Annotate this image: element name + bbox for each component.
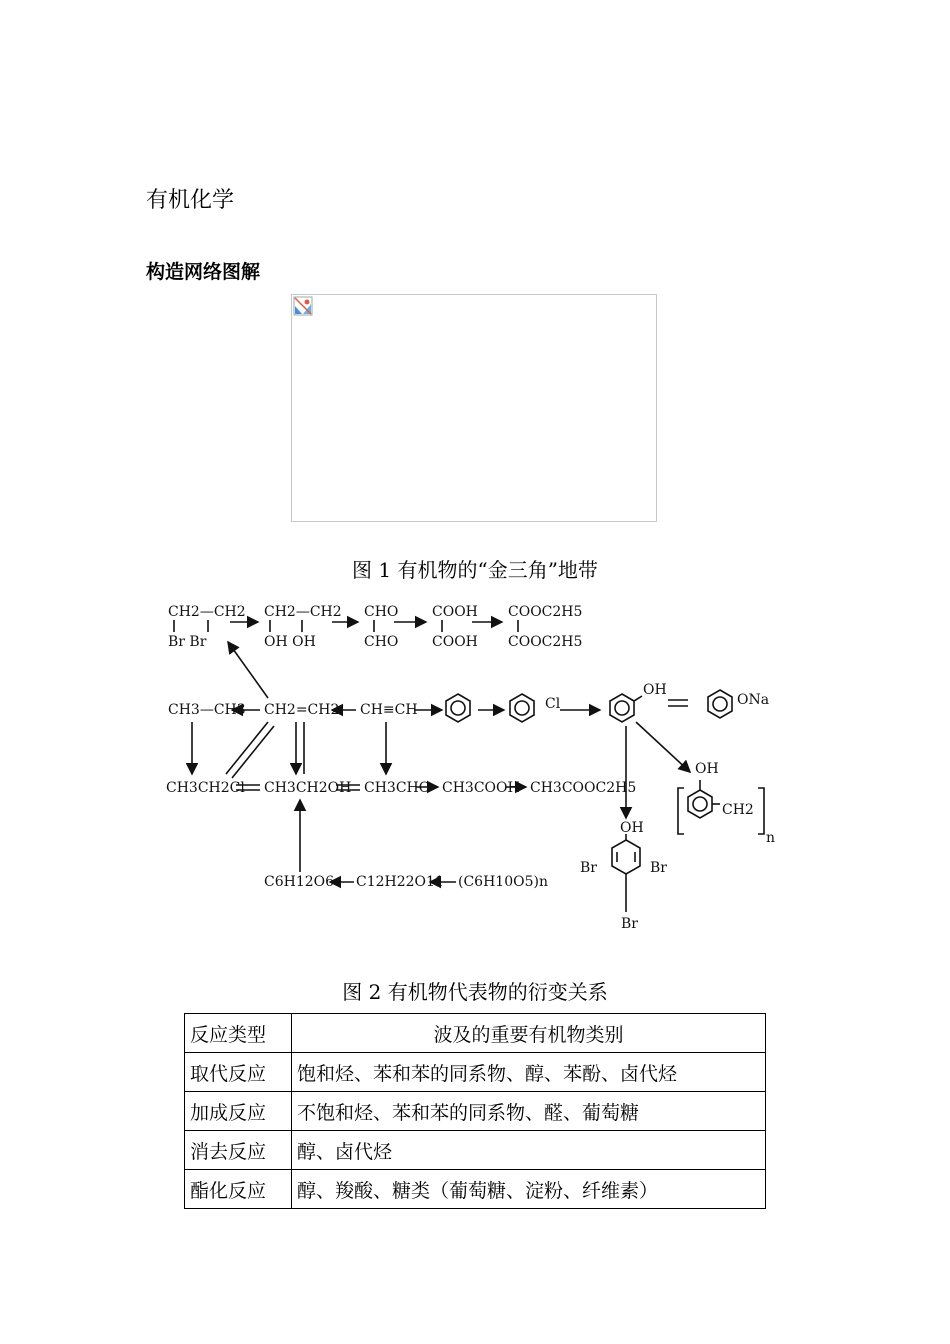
ethane-label: CH3—CH3 (168, 702, 246, 718)
table-header-row (185, 1014, 766, 1053)
resin-n: n (766, 830, 776, 846)
acetylene-label: CH≡CH (360, 702, 418, 718)
phenol-oh: OH (643, 682, 667, 698)
table-row (185, 1092, 766, 1131)
figure2-caption: 图 2 有机物代表物的衍变关系 (342, 980, 608, 1004)
maltose-label: C12H22O11 (356, 874, 444, 890)
tribromophenol-br-bottom: Br (621, 916, 638, 932)
ethyl-acetate-label: CH3COOC2H5 (530, 780, 637, 796)
reaction-diagram (160, 590, 790, 935)
resin-oh: OH (695, 761, 719, 777)
reaction-type-table (184, 1013, 766, 1209)
tribromophenol-oh: OH (620, 820, 644, 836)
tribromophenol-br-right: Br (650, 860, 667, 876)
ethylene-label: CH2=CH2 (264, 702, 340, 718)
diethyl-oxalate-bottom: COOC2H5 (508, 634, 583, 650)
ethylene-glycol-top: CH2—CH2 (264, 604, 342, 620)
oxalic-acid-top: COOH (432, 604, 478, 620)
ethylene-glycol-bottom: OH OH (264, 634, 316, 650)
table-cell-type: 消去反应 (185, 1131, 292, 1170)
starch-label: (C6H10O5)n (458, 874, 548, 890)
glyoxal-top: CHO (364, 604, 399, 620)
section-heading: 构造网络图解 (146, 261, 261, 283)
table-cell-type: 加成反应 (185, 1092, 292, 1131)
glucose-label: C6H12O6 (264, 874, 335, 890)
broken-image-icon (293, 296, 313, 316)
figure1-image-placeholder (291, 294, 657, 522)
tribromophenol-br-left: Br (580, 860, 597, 876)
table-cell-classes: 饱和烃、苯和苯的同系物、醇、苯酚、卤代烃 (292, 1053, 766, 1092)
header-compound-classes: 波及的重要有机物类别 (292, 1014, 766, 1053)
sodium-phenoxide-ona: ONa (737, 692, 770, 708)
glyoxal-bottom: CHO (364, 634, 399, 650)
diethyl-oxalate-top: COOC2H5 (508, 604, 583, 620)
table-cell-classes: 醇、羧酸、糖类（葡萄糖、淀粉、纤维素） (292, 1170, 766, 1209)
ethanol-label: CH3CH2OH (264, 780, 352, 796)
chlorobenzene-cl: Cl (545, 696, 561, 712)
table-cell-classes: 醇、卤代烃 (292, 1131, 766, 1170)
table-row (185, 1131, 766, 1170)
table-cell-type: 酯化反应 (185, 1170, 292, 1209)
dibromoethane-bottom: Br Br (168, 634, 207, 650)
table-row (185, 1053, 766, 1092)
dibromoethane-top: CH2—CH2 (168, 604, 246, 620)
page-title: 有机化学 (146, 188, 235, 213)
figure1-caption: 图 1 有机物的“金三角”地带 (352, 558, 598, 582)
resin-ch2: CH2 (722, 802, 754, 818)
oxalic-acid-bottom: COOH (432, 634, 478, 650)
table-cell-type: 取代反应 (185, 1053, 292, 1092)
table-row (185, 1170, 766, 1209)
chloroethane-label: CH3CH2Cl (166, 780, 245, 796)
header-reaction-type: 反应类型 (185, 1014, 292, 1053)
acetaldehyde-label: CH3CHO (364, 780, 431, 796)
acetic-acid-label: CH3COOH (442, 780, 520, 796)
table-cell-classes: 不饱和烃、苯和苯的同系物、醛、葡萄糖 (292, 1092, 766, 1131)
